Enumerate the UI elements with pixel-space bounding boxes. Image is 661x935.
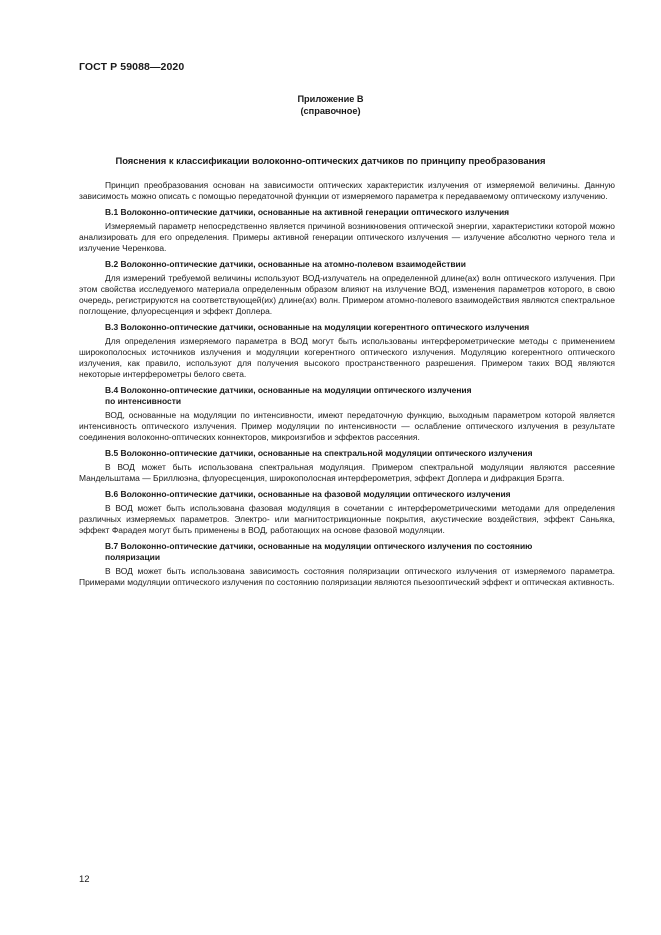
document-body <box>79 180 615 588</box>
section-paragraph: Для измерений требуемой величины используют ВОД-излучатель на определенной длине(ах) волн оптического излучения. При этом свойства исследуемого материала определенным образом влияют на излучение ВОД, изменения параметров которого, в свою очередь, регистрируются на соответствующей(их) длине(ах) волн. Примером атомно-полевого взаимодействия являются спектральное поглощение, флуоресценция и эффект Доплера. <box>79 273 615 316</box>
page-number: 12 <box>79 874 90 885</box>
section-heading-text: В.5 Волоконно-оптические датчики, основанные на спектральной модуляции оптического излучения <box>105 448 533 458</box>
section-paragraph: В ВОД может быть использована зависимость состояния поляризации оптического излучения от измеряемого параметра. Примерами модуляции оптического излучения по состоянию поляризации являются пьезооптический эффект и оптическая активность. <box>79 566 615 587</box>
section-heading-text: В.1 Волоконно-оптические датчики, основанные на активной генерации оптического излучения <box>105 207 510 217</box>
main-title: Пояснения к классификации волоконно-оптических датчиков по принципу преобразования <box>115 155 546 166</box>
section-heading <box>105 322 615 333</box>
section-heading-text: В.6 Волоконно-оптические датчики, основанные на фазовой модуляции оптического излучения <box>105 489 511 499</box>
section-paragraph: В ВОД может быть использована спектральная модуляция. Примером спектральной модуляции являются рассеяние Мандельштама — Бриллюэна, флуоресценция, широкополосная интерферометрия, эффект Доплера и дифракция Брэгга. <box>79 462 615 483</box>
section-heading <box>105 489 615 500</box>
section-heading <box>105 448 615 459</box>
section-heading-text: В.2 Волоконно-оптические датчики, основанные на атомно-полевом взаимодействии <box>105 259 466 269</box>
intro-paragraph: Принцип преобразования основан на зависимости оптических характеристик излучения от измеряемой величины. Данную зависимость можно описать с помощью передаточной функции от измеряемого параметра к передаваемому оптическому излучению. <box>79 180 615 201</box>
appendix-heading <box>0 93 661 117</box>
section-heading-continuation: по интенсивности <box>105 396 182 406</box>
standard-designation: ГОСТ Р 59088—2020 <box>79 61 185 73</box>
section-b5 <box>79 448 615 484</box>
section-b7 <box>79 541 615 588</box>
section-heading <box>105 385 615 407</box>
section-heading-continuation: поляризации <box>105 552 160 562</box>
section-heading <box>105 207 615 218</box>
section-paragraph: ВОД, основанные на модуляции по интенсивности, имеют передаточную функцию, выходным параметром которой является интенсивность оптического излучения. Пример модуляции по интенсивности — ослабление оптического излучения в результате соединения волоконно-оптических коннекторов, микроизгибов и эффектов рассеяния. <box>79 410 615 442</box>
section-paragraph: В ВОД может быть использована фазовая модуляция в сочетании с интерферометрическими методами для определения различных измеряемых параметров. Электро- или магнитострикционные покрытия, акустические воздействия, эффект Саньяка, эффект Фарадея могут быть применены в ВОД, работающих на основе фазовой модуляции. <box>79 503 615 535</box>
section-heading-text: В.4 Волоконно-оптические датчики, основанные на модуляции оптического излучения <box>105 385 472 395</box>
appendix-title: Приложение В <box>297 94 364 104</box>
section-heading <box>105 259 615 270</box>
section-heading <box>105 541 615 563</box>
appendix-subtitle: (справочное) <box>300 106 361 116</box>
section-heading-text: В.7 Волоконно-оптические датчики, основанные на модуляции оптического излучения по состоянию <box>105 541 533 551</box>
section-b2 <box>79 259 615 317</box>
section-paragraph: Измеряемый параметр непосредственно является причиной возникновения оптической энергии, характеристики которой можно анализировать для его определения. Примеры активной генерации оптического излучения — излучение абсолютно черного тела и излучение Черенкова. <box>79 221 615 253</box>
section-heading-text: В.3 Волоконно-оптические датчики, основанные на модуляции когерентного оптического излучения <box>105 322 530 332</box>
section-b4 <box>79 385 615 443</box>
section-b3 <box>79 322 615 380</box>
section-paragraph: Для определения измеряемого параметра в ВОД могут быть использованы интерферометрические методы с применением широкополосных источников излучения и модуляции когерентного оптического излучения. Модуляцию когерентного оптического излучения, как правило, используют для получения высокого пространственного разрешения. Примером таких ВОД являются некоторые интерферометры белого света. <box>79 336 615 379</box>
section-b1 <box>79 207 615 254</box>
section-b6 <box>79 489 615 536</box>
